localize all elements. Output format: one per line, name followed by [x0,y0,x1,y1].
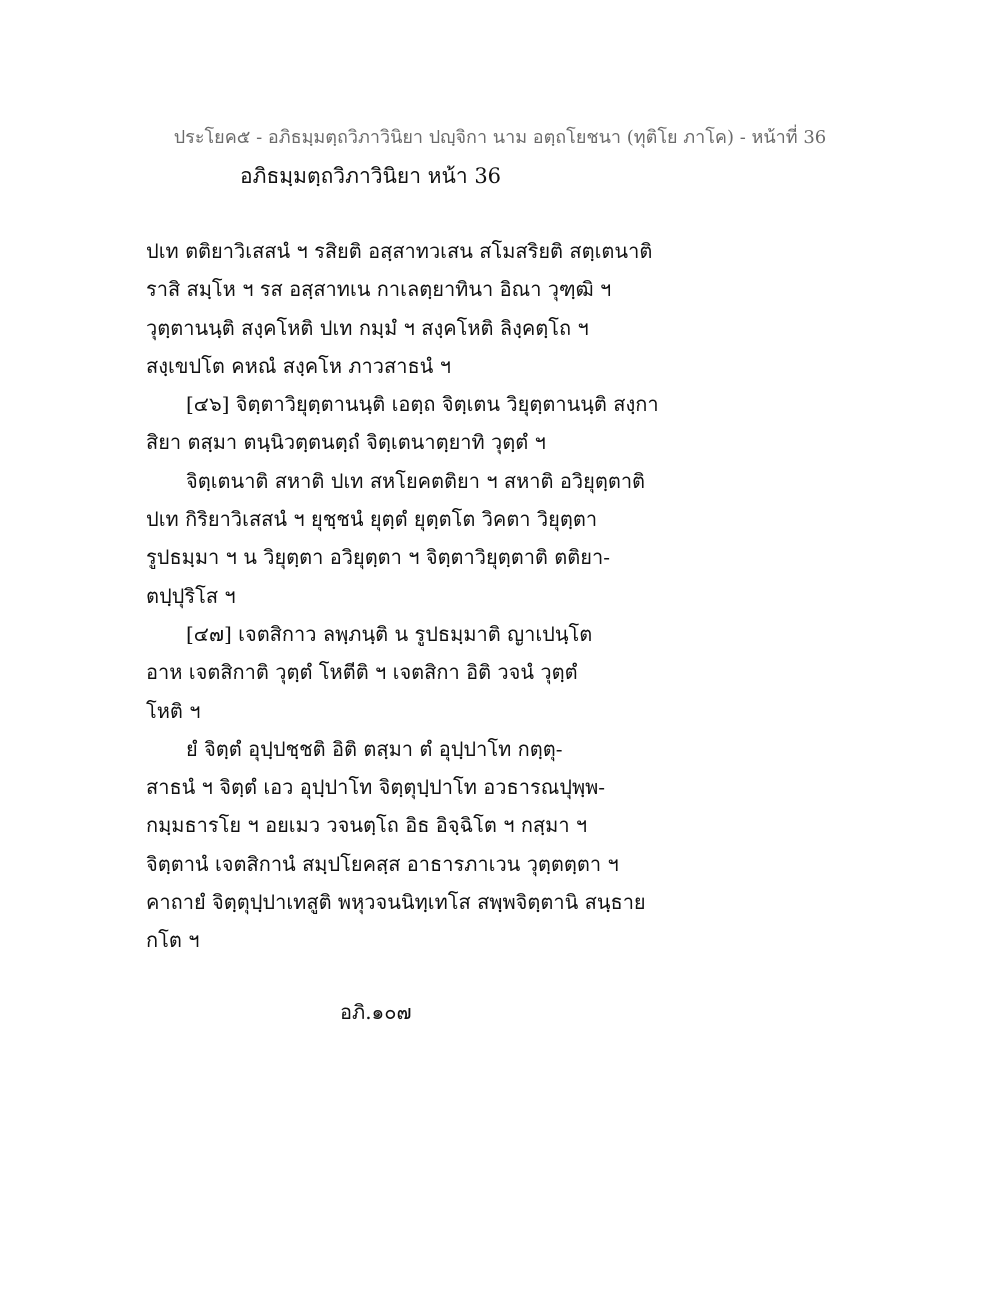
text-line: ตปฺปุริโส ฯ [146,583,236,608]
paragraph-start: ยํ จิตฺตํ อุปฺปชฺชติ อิติ ตสฺมา ตํ อุปฺปาโท กตฺตุ- [186,736,563,761]
text-line: ปเท กิริยาวิเสสนํ ฯ ยุชฺชนํ ยุตฺตํ ยุตฺตโต วิคตา วิยุตฺตา [146,507,598,532]
paragraph-47-start: [๔๗] เจตสิกาว ลพฺภนฺติ น รูปธมฺมาติ ญาเปนฺโต [186,621,593,646]
text-line: กมฺมธารโย ฯ อยเมว วจนตฺโถ อิธ อิจฺฉิโต ฯ กสฺมา ฯ [146,813,588,838]
text-line: สาธนํ ฯ จิตฺตํ เอว อุปฺปาโท จิตฺตุปฺปาโท อวธารณปุพฺพ- [146,775,606,800]
paragraph-46-start: [๔๖] จิตฺตาวิยุตฺตานนฺติ เอตฺถ จิตฺเตน วิยุตฺตานนฺติ สงฺกา [186,392,659,417]
body-text [146,232,666,960]
text-line: สงฺเขปโต คหณํ สงฺคโห ภาวสาธนํ ฯ [146,353,451,378]
text-line: วุตฺตานนฺติ สงฺคโหติ ปเท กมฺมํ ฯ สงฺคโหติ ลิงฺคตฺโถ ฯ [146,315,589,340]
text-line: ราสิ สมฺโห ฯ รส อสฺสาทเน กาเลตฺยาทินา อิณา วุฑฺฒิ ฯ [146,277,612,302]
text-line: โหติ ฯ [146,698,201,723]
page-title: อภิธมฺมตฺถวิภาวินิยา หน้า 36 [240,164,502,188]
page-reference: อภิ.๑๐๗ [340,1000,412,1024]
text-line: รูปธมฺมา ฯ น วิยุตฺตา อวิยุตฺตา ฯ จิตฺตาวิยุตฺตาติ ตติยา- [146,545,610,570]
text-line: สิยา ตสฺมา ตนฺนิวตฺตนตฺถํ จิตฺเตนาตฺยาทิ วุตฺตํ ฯ [146,430,546,455]
text-line: จิตฺตานํ เจตสิกานํ สมฺปโยคสฺส อาธารภาเวน วุตฺตตฺตา ฯ [146,851,619,876]
text-line: ปเท ตติยาวิเสสนํ ฯ รสิยติ อสฺสาทวเสน สโมสริยติ สตฺเตนาติ [146,239,653,263]
paragraph-start: จิตฺเตนาติ สหาติ ปเท สหโยคตติยา ฯ สหาติ อวิยุตฺตาติ [186,468,646,493]
text-line: อาห เจตสิกาติ วุตฺตํ โหตีติ ฯ เจตสิกา อิติ วจนํ วุตฺตํ [146,660,578,685]
running-header: ประโยค๕ - อภิธมฺมตฺถวิภาวินิยา ปญฺจิกา นาม อตฺถโยชนา (ทุติโย ภาโค) - หน้าที่ 36 [173,127,827,148]
text-line: กโต ฯ [146,928,200,953]
text-line: คาถายํ จิตฺตุปฺปาเทสูติ พหุวจนนิทฺเทโส สพฺพจิตฺตานิ สนฺธาย [146,890,646,915]
